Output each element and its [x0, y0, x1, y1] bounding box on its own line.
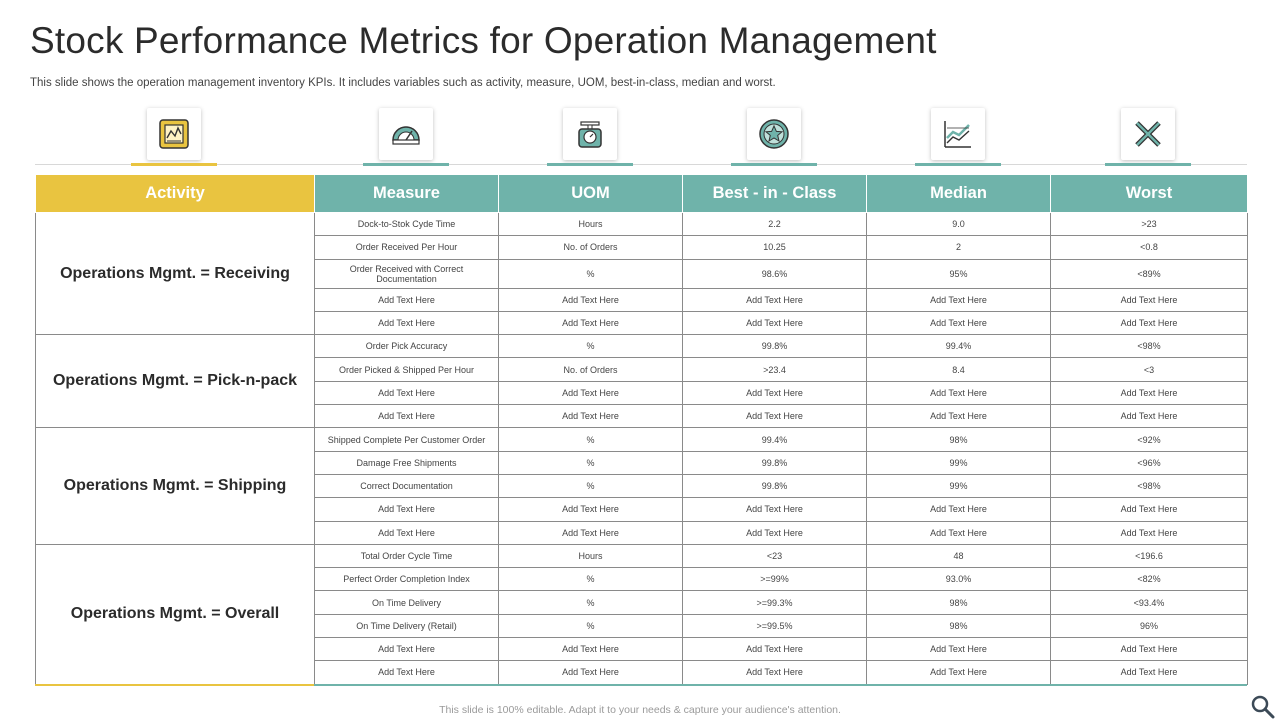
- worst-cell: Add Text Here: [1051, 311, 1248, 334]
- best-in-class-cell: >=99.5%: [683, 614, 867, 637]
- median-cell: 9.0: [867, 213, 1051, 236]
- icon-underline: [915, 163, 1001, 166]
- table-row: [36, 428, 1248, 451]
- worst-cell: <92%: [1051, 428, 1248, 451]
- measure-cell: On Time Delivery: [315, 591, 499, 614]
- activity-cell: Operations Mgmt. = Pick-n-pack: [36, 335, 315, 428]
- measure-cell: Add Text Here: [315, 311, 499, 334]
- icon-underline: [731, 163, 817, 166]
- icon-underline: [363, 163, 449, 166]
- uom-cell: Add Text Here: [499, 521, 683, 544]
- worst-cell: Add Text Here: [1051, 405, 1248, 428]
- worst-cell: Add Text Here: [1051, 638, 1248, 661]
- measure-cell: Add Text Here: [315, 405, 499, 428]
- worst-cell: <0.8: [1051, 236, 1248, 259]
- page-subtitle: This slide shows the operation management inventory KPIs. It includes variables such as activity, measure, UOM, best-in-class, median and worst.: [30, 77, 776, 89]
- header-activity: Activity: [36, 175, 315, 213]
- header-best-in-class: Best - in - Class: [683, 175, 867, 213]
- median-cell: Add Text Here: [867, 521, 1051, 544]
- worst-cell: Add Text Here: [1051, 661, 1248, 684]
- uom-cell: %: [499, 335, 683, 358]
- uom-cell: No. of Orders: [499, 236, 683, 259]
- median-cell: 98%: [867, 428, 1051, 451]
- median-cell: Add Text Here: [867, 498, 1051, 521]
- cross-icon: [1121, 108, 1175, 160]
- worst-cell: <93.4%: [1051, 591, 1248, 614]
- uom-cell: Add Text Here: [499, 498, 683, 521]
- best-in-class-cell: Add Text Here: [683, 405, 867, 428]
- median-cell: Add Text Here: [867, 405, 1051, 428]
- uom-cell: Add Text Here: [499, 381, 683, 404]
- icon-column-best-in-class: [731, 106, 817, 168]
- table-row: [36, 213, 1248, 236]
- best-in-class-cell: 99.8%: [683, 474, 867, 497]
- measure-cell: Order Received Per Hour: [315, 236, 499, 259]
- header-measure: Measure: [315, 175, 499, 213]
- worst-cell: Add Text Here: [1051, 288, 1248, 311]
- measure-cell: Damage Free Shipments: [315, 451, 499, 474]
- icon-column-measure: [363, 106, 449, 168]
- best-in-class-cell: >=99.3%: [683, 591, 867, 614]
- activity-cell: Operations Mgmt. = Overall: [36, 544, 315, 684]
- worst-cell: <3: [1051, 358, 1248, 381]
- measure-cell: Shipped Complete Per Customer Order: [315, 428, 499, 451]
- gauge-meter-icon: [379, 108, 433, 160]
- median-cell: 2: [867, 236, 1051, 259]
- median-cell: Add Text Here: [867, 311, 1051, 334]
- uom-cell: Add Text Here: [499, 638, 683, 661]
- header-uom: UOM: [499, 175, 683, 213]
- uom-cell: Add Text Here: [499, 288, 683, 311]
- star-badge-icon: [747, 108, 801, 160]
- best-in-class-cell: Add Text Here: [683, 311, 867, 334]
- median-cell: Add Text Here: [867, 288, 1051, 311]
- uom-cell: %: [499, 568, 683, 591]
- table-body: [36, 213, 1248, 685]
- measure-cell: Order Pick Accuracy: [315, 335, 499, 358]
- icon-underline: [547, 163, 633, 166]
- uom-cell: %: [499, 614, 683, 637]
- median-cell: 99%: [867, 474, 1051, 497]
- icon-column-worst: [1105, 106, 1191, 168]
- worst-cell: Add Text Here: [1051, 498, 1248, 521]
- table-bottom-accent: [314, 684, 1247, 686]
- weighing-scale-icon: [563, 108, 617, 160]
- best-in-class-cell: >23.4: [683, 358, 867, 381]
- dashboard-chart-icon: [147, 108, 201, 160]
- page-title: Stock Performance Metrics for Operation Management: [30, 20, 937, 61]
- measure-cell: Add Text Here: [315, 288, 499, 311]
- measure-cell: Add Text Here: [315, 638, 499, 661]
- activity-cell: Operations Mgmt. = Shipping: [36, 428, 315, 544]
- median-cell: 8.4: [867, 358, 1051, 381]
- header-worst: Worst: [1051, 175, 1248, 213]
- best-in-class-cell: Add Text Here: [683, 288, 867, 311]
- best-in-class-cell: 99.8%: [683, 335, 867, 358]
- worst-cell: <96%: [1051, 451, 1248, 474]
- worst-cell: Add Text Here: [1051, 381, 1248, 404]
- median-cell: Add Text Here: [867, 638, 1051, 661]
- measure-cell: Correct Documentation: [315, 474, 499, 497]
- best-in-class-cell: Add Text Here: [683, 638, 867, 661]
- median-cell: 98%: [867, 591, 1051, 614]
- header-median: Median: [867, 175, 1051, 213]
- best-in-class-cell: 99.4%: [683, 428, 867, 451]
- uom-cell: Hours: [499, 213, 683, 236]
- icon-column-activity: [131, 106, 217, 168]
- median-cell: 95%: [867, 259, 1051, 288]
- worst-cell: <89%: [1051, 259, 1248, 288]
- icon-column-uom: [547, 106, 633, 168]
- icon-column-median: [915, 106, 1001, 168]
- worst-cell: <196.6: [1051, 544, 1248, 567]
- median-cell: 93.0%: [867, 568, 1051, 591]
- median-cell: 99.4%: [867, 335, 1051, 358]
- best-in-class-cell: 10.25: [683, 236, 867, 259]
- activity-cell: Operations Mgmt. = Receiving: [36, 213, 315, 335]
- measure-cell: Add Text Here: [315, 521, 499, 544]
- worst-cell: Add Text Here: [1051, 521, 1248, 544]
- measure-cell: On Time Delivery (Retail): [315, 614, 499, 637]
- icon-underline: [1105, 163, 1191, 166]
- best-in-class-cell: Add Text Here: [683, 498, 867, 521]
- uom-cell: Hours: [499, 544, 683, 567]
- uom-cell: %: [499, 428, 683, 451]
- uom-cell: %: [499, 259, 683, 288]
- table-row: [36, 544, 1248, 567]
- median-cell: 48: [867, 544, 1051, 567]
- best-in-class-cell: 99.8%: [683, 451, 867, 474]
- search-icon[interactable]: [1250, 694, 1276, 720]
- best-in-class-cell: 98.6%: [683, 259, 867, 288]
- uom-cell: Add Text Here: [499, 311, 683, 334]
- measure-cell: Order Received with Correct Documentation: [315, 259, 499, 288]
- best-in-class-cell: >=99%: [683, 568, 867, 591]
- measure-cell: Total Order Cycle Time: [315, 544, 499, 567]
- uom-cell: No. of Orders: [499, 358, 683, 381]
- measure-cell: Add Text Here: [315, 661, 499, 684]
- table-header-row: [36, 175, 1248, 213]
- line-chart-icon: [931, 108, 985, 160]
- uom-cell: %: [499, 451, 683, 474]
- worst-cell: >23: [1051, 213, 1248, 236]
- median-cell: Add Text Here: [867, 661, 1051, 684]
- best-in-class-cell: Add Text Here: [683, 521, 867, 544]
- icon-underline: [131, 163, 217, 166]
- uom-cell: %: [499, 591, 683, 614]
- measure-cell: Add Text Here: [315, 498, 499, 521]
- footer-note: This slide is 100% editable. Adapt it to your needs & capture your audience's attention.: [439, 704, 841, 716]
- best-in-class-cell: <23: [683, 544, 867, 567]
- worst-cell: <98%: [1051, 474, 1248, 497]
- uom-cell: Add Text Here: [499, 661, 683, 684]
- median-cell: Add Text Here: [867, 381, 1051, 404]
- table-row: [36, 335, 1248, 358]
- table-bottom-accent: [35, 684, 314, 686]
- best-in-class-cell: 2.2: [683, 213, 867, 236]
- worst-cell: 96%: [1051, 614, 1248, 637]
- median-cell: 99%: [867, 451, 1051, 474]
- worst-cell: <82%: [1051, 568, 1248, 591]
- best-in-class-cell: Add Text Here: [683, 661, 867, 684]
- measure-cell: Perfect Order Completion Index: [315, 568, 499, 591]
- kpi-table: [35, 174, 1248, 685]
- measure-cell: Add Text Here: [315, 381, 499, 404]
- uom-cell: %: [499, 474, 683, 497]
- best-in-class-cell: Add Text Here: [683, 381, 867, 404]
- measure-cell: Dock-to-Stok Cyde Time: [315, 213, 499, 236]
- median-cell: 98%: [867, 614, 1051, 637]
- measure-cell: Order Picked & Shipped Per Hour: [315, 358, 499, 381]
- worst-cell: <98%: [1051, 335, 1248, 358]
- uom-cell: Add Text Here: [499, 405, 683, 428]
- icons-row: [35, 106, 1247, 168]
